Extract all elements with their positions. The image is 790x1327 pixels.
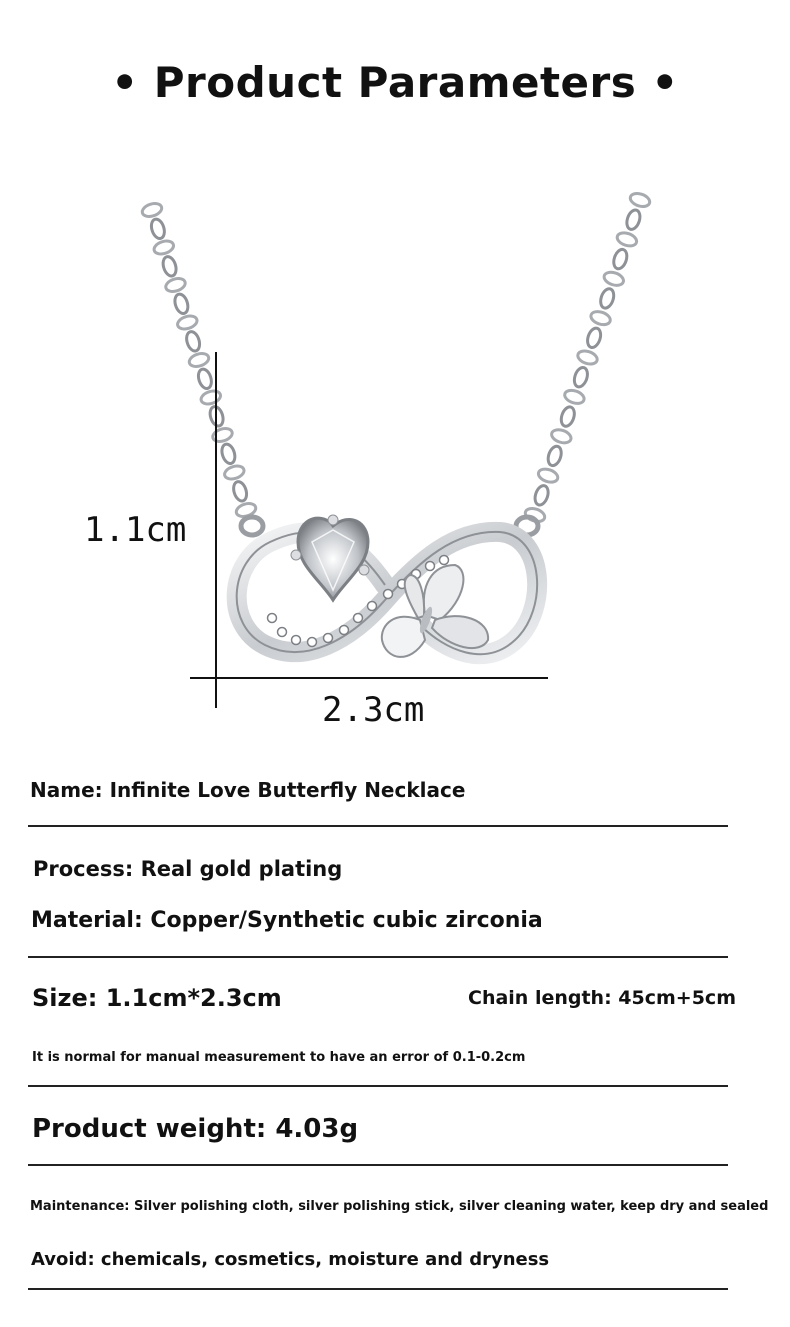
necklace-illustration: [0, 170, 790, 730]
chain-link: [164, 276, 187, 293]
divider: [28, 956, 728, 958]
pave-stone: [324, 634, 333, 643]
chain-link: [176, 314, 199, 331]
chain-link: [141, 201, 164, 218]
infinity-pendant: [237, 515, 538, 657]
pave-stone: [384, 590, 393, 599]
chain-right: [524, 191, 652, 524]
chain-link: [629, 191, 652, 209]
height-label: 1.1cm: [84, 510, 187, 550]
divider: [28, 1085, 728, 1087]
chain-link: [625, 208, 643, 231]
pave-stone: [278, 628, 287, 637]
chain-link: [161, 255, 178, 278]
spec-chain-length: Chain length: 45cm+5cm: [468, 987, 736, 1009]
pave-stone: [292, 636, 301, 645]
chain-link: [188, 351, 211, 368]
chain-link: [602, 270, 625, 288]
divider: [28, 1164, 728, 1166]
chain-link: [598, 287, 616, 310]
chain-link: [611, 248, 629, 271]
chain-link: [589, 309, 612, 327]
spec-maintenance: Maintenance: Silver polishing cloth, silver polishing stick, silver cleaning water, keep dry and sealed: [30, 1199, 769, 1214]
chain-link: [173, 292, 190, 315]
chain-link: [585, 326, 603, 349]
chain-link: [149, 217, 166, 240]
chain-left: [141, 201, 258, 518]
chain-link: [152, 239, 175, 256]
chain-link: [223, 464, 246, 481]
pave-stone: [340, 626, 349, 635]
pave-stone: [368, 602, 377, 611]
chain-link: [537, 467, 560, 485]
spec-material: Material: Copper/Synthetic cubic zirconia: [31, 908, 543, 933]
spec-name: Name: Infinite Love Butterfly Necklace: [30, 778, 466, 802]
chain-link: [533, 484, 551, 507]
chain-link: [572, 366, 590, 389]
pave-stone: [268, 614, 277, 623]
pave-stone: [426, 562, 435, 571]
chain-link: [199, 389, 222, 406]
heart-gemstone: [291, 515, 369, 600]
chain-link: [231, 480, 248, 503]
pave-stone: [440, 556, 449, 565]
chain-link: [559, 405, 577, 428]
chain-link: [616, 231, 639, 249]
pave-stone: [308, 638, 317, 647]
divider: [28, 1288, 728, 1290]
chain-link: [184, 330, 201, 353]
chain-link: [211, 426, 234, 443]
divider: [28, 825, 728, 827]
spec-size: Size: 1.1cm*2.3cm: [32, 984, 282, 1012]
chain-link: [220, 442, 237, 465]
measurement-note: It is normal for manual measurement to have an error of 0.1-0.2cm: [32, 1050, 526, 1065]
pave-stone: [354, 614, 363, 623]
chain-link: [196, 367, 213, 390]
chain-link: [550, 427, 573, 445]
spec-weight: Product weight: 4.03g: [32, 1114, 359, 1144]
spec-avoid: Avoid: chemicals, cosmetics, moisture and dryness: [31, 1249, 550, 1270]
spec-process: Process: Real gold plating: [33, 857, 343, 881]
page-title: • Product Parameters •: [111, 58, 679, 107]
width-label: 2.3cm: [322, 690, 425, 730]
chain-link: [563, 388, 586, 406]
chain-link: [546, 445, 564, 468]
chain-link: [576, 349, 599, 367]
